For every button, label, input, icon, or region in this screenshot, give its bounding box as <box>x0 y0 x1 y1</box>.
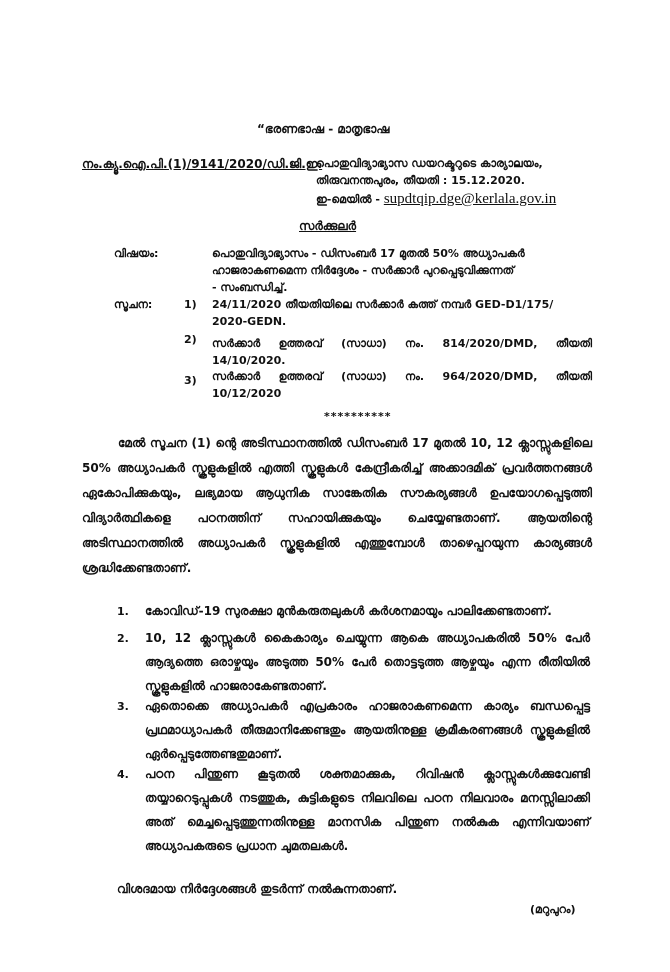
email-line <box>316 192 556 207</box>
reference-line: സർക്കാർ ഉത്തരവ് (സാധാ) നം. 964/2020/DMD, തീയതി <box>212 370 592 383</box>
reference-number-label: 2) <box>184 333 197 346</box>
reference-line: 24/11/2020 തീയതിയിലെ സർക്കാർ കത്ത് നമ്പർ GED-D1/175/ <box>212 298 554 311</box>
instruction-item: ഏതൊക്കെ അധ്യാപകർ എപ്രകാരം ഹാജരാകണമെന്ന കാര്യം ബന്ധപ്പെട്ട പ്രഥമാധ്യാപകർ തീരുമാനിക്കേണ്ടതും ആയതിനുള്ള ക്രമീകരണങ്ങൾ സ്കൂളുകളിൽ ഏർപ്പെടുത്തേണ്ടതുമാണ്. <box>145 699 590 761</box>
subject-line: - സംബന്ധിച്ച്. <box>212 281 288 294</box>
office-name: പൊതുവിദ്യാഭ്യാസ ഡയറക്ടറുടെ കാര്യാലയം, <box>316 157 543 170</box>
instruction-number: 4. <box>117 768 129 781</box>
email-label: ഇ-മെയിൽ - <box>316 193 380 206</box>
closing-note: വിശദമായ നിർദ്ദേശങ്ങൾ തുടർന്ന് നൽകുന്നതാണ്. <box>117 882 398 896</box>
subject-line: ഹാജരാകണമെന്ന നിർദ്ദേശം - സർക്കാർ പുറപ്പെടുവിക്കുന്നത് <box>212 264 515 277</box>
reference-line: സർക്കാർ ഉത്തരവ് (സാധാ) നം. 814/2020/DMD, തീയതി <box>212 337 592 350</box>
reference-line: 2020-GEDN. <box>212 315 287 328</box>
issue-date: 15.12.2020. <box>451 174 525 187</box>
place-date-label: തിരുവനന്തപുരം, തീയതി : <box>316 174 448 187</box>
place-date <box>316 174 525 188</box>
email-address[interactable]: supdtqip.dge@kerlala.gov.in <box>383 191 557 207</box>
subject-label: വിഷയം: <box>114 247 159 260</box>
instruction-number: 1. <box>117 605 129 618</box>
reference-number-label: 1) <box>184 298 197 311</box>
reference-number-label: 3) <box>184 374 197 387</box>
reference-line: 10/12/2020 <box>212 387 282 400</box>
instruction-item: കോവിഡ്-19 സുരക്ഷാ മുൻകരുതലുകൾ കർശനമായും പാലിക്കേണ്ടതാണ്. <box>145 604 552 618</box>
instruction-item: 10, 12 ക്ലാസ്സുകൾ കൈകാര്യം ചെയ്യുന്ന ആകെ അധ്യാപകരിൽ 50% പേർ ആദ്യത്തെ ഒരാഴ്ചയും അടുത്ത 50% പേർ തൊട്ടടുത്ത ആഴ്ചയും എന്ന രീതിയിൽ സ്കൂളുകളിൽ ഹാജരാകേണ്ടതാണ്. <box>145 631 590 693</box>
circular-title: സർക്കുലർ <box>299 219 357 233</box>
references-label: സൂചന: <box>114 298 153 311</box>
instruction-number: 2. <box>117 632 129 645</box>
separator: ********** <box>324 410 392 423</box>
instruction-item: പഠന പിന്തുണ കൂടുതൽ ശക്തമാക്കുക, റിവിഷൻ ക്ലാസ്സുകൾക്കുവേണ്ടി തയ്യാറെടുപ്പുകൾ നടത്തുക, കുട്ടികളുടെ നിലവിലെ പഠന നിലവാരം മനസ്സിലാക്കി അത് മെച്ചപ്പെടുത്തുന്നതിനുള്ള മാനസിക പിന്തുണ നൽകുക എന്നിവയാണ് അധ്യാപകരുടെ പ്രധാന ചുമതലകൾ. <box>145 767 590 853</box>
reference-line: 14/10/2020. <box>212 354 286 367</box>
instruction-number: 3. <box>117 700 129 713</box>
body-paragraph: മേൽ സൂചന (1) ന്റെ അടിസ്ഥാനത്തിൽ ഡിസംബർ 17 മുതൽ 10, 12 ക്ലാസ്സുകളിലെ 50% അധ്യാപകർ സ്കൂളുകളിൽ എത്തി സ്കൂളുകൾ കേന്ദ്രീകരിച്ച് അക്കാദമിക് പ്രവർത്തനങ്ങൾ ഏകോപിക്കുകയും, ലഭ്യമായ ആധുനിക സാങ്കേതിക സൗകര്യങ്ങൾ ഉപയോഗപ്പെടുത്തി വിദ്യാർത്ഥികളെ പഠനത്തിന് സഹായിക്കുകയും ചെയ്യേണ്ടതാണ്. ആയതിന്റെ അടിസ്ഥാനത്തിൽ അധ്യാപകർ സ്കൂളുകളിൽ എത്തുമ്പോൾ താഴെപ്പറയുന്ന കാര്യങ്ങൾ ശ്രദ്ധിക്കേണ്ടതാണ്. <box>82 436 592 575</box>
reference-number: നം.ക്യൂ.ഐ.പി.(1)/9141/2020/ഡി.ജി.ഇ. <box>82 157 323 171</box>
page-turn-note: (മറുപുറം) <box>530 903 576 916</box>
header-motto: “ഭരണഭാഷ - മാതൃഭാഷ <box>257 122 390 136</box>
subject-line: പൊതുവിദ്യാഭ്യാസം - ഡിസംബർ 17 മുതൽ 50% അധ്യാപകർ <box>212 247 525 260</box>
